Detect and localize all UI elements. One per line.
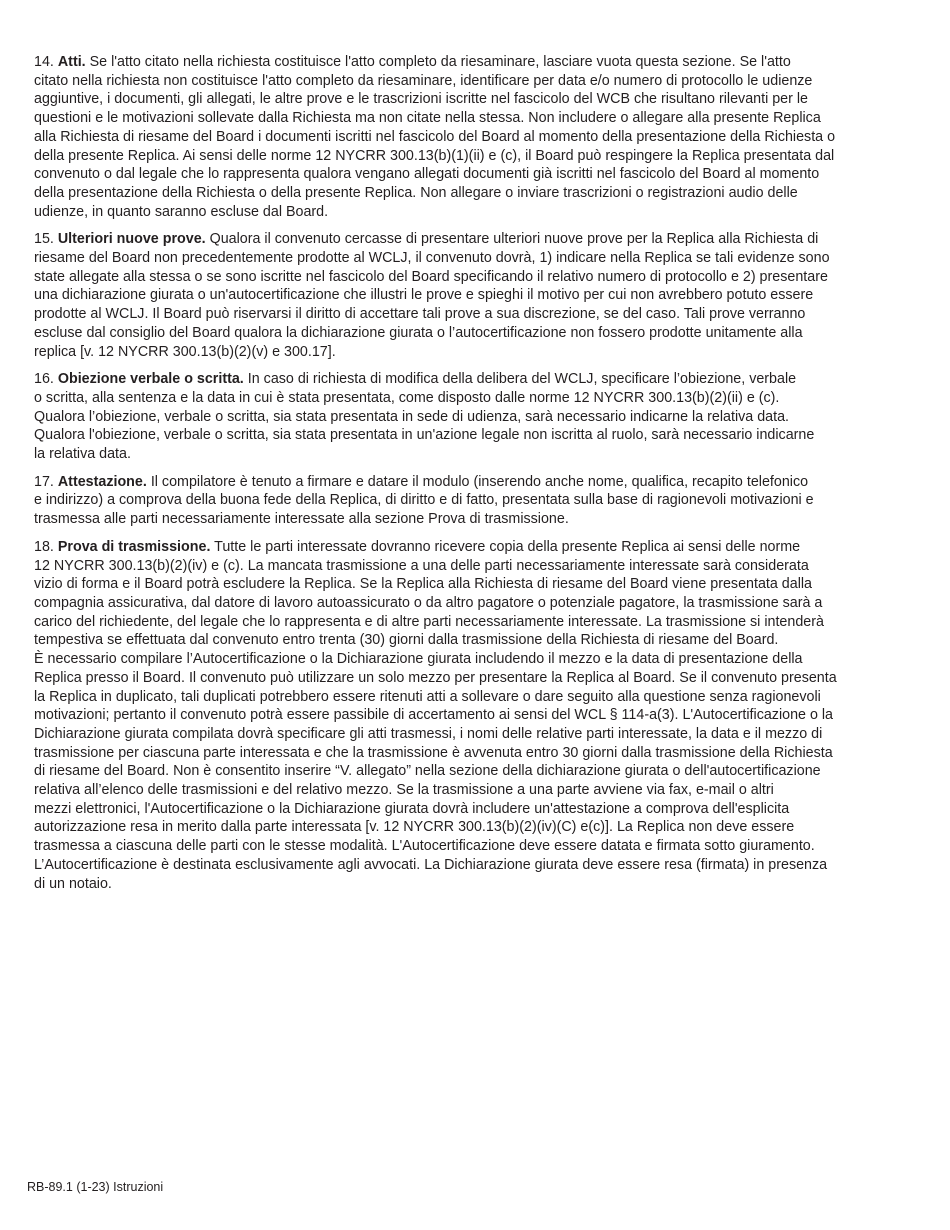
section-heading: Obiezione verbale o scritta. (57, 371, 244, 388)
section-17-attestazione (34, 473, 906, 529)
section-number: 14. (34, 54, 54, 70)
section-body: Il compilatore è tenuto a firmare e datare il modulo (inserendo anche nome, qualifica, recapito telefonico e indirizzo) a comprova della buona fede della Replica, di diritto e di fatto, presentata sulla base di ragionevoli motivazioni e trasmessa alle parti necessariamente interessate alla sezione Prova di trasmissione. (34, 473, 814, 528)
section-heading: Attestazione. (57, 473, 147, 490)
section-number: 16. (34, 371, 54, 388)
section-body: Qualora il convenuto cercasse di presentare ulteriori nuove prove per la Replica alla Richiesta di riesame del Board non precedentemente prodotte al WCLJ, il convenuto dovrà, 1) indicare nella Replica se tali evidenze sono state allegate alla stessa o se sono iscritte nel fascicolo del Board specificando il relativo numero di protocollo e 2) presentare una dichiarazione giurata o un'autocertificazione che illustri le prove e spieghi il motivo per cui non avrebbero potuto essere prodotte al WCLJ. Il Board può riservarsi il diritto di accettare tali prove a sua discrezione, se del caso. Tali prove verranno escluse dal consiglio del Board qualora la dichiarazione giurata o l’autocertificazione non fossero prodotte unitamente alla replica [v. 12 NYCRR 300.13(b)(2)(v) e 300.17]. (34, 231, 830, 360)
section-body: Tutte le parti interessate dovranno ricevere copia della presente Replica ai sensi delle norme 12 NYCRR 300.13(b)(2)(iv) e (c). La mancata trasmissione a una delle parti necessariamente interessate sarà considerata vizio di forma e il Board potrà escludere la Replica. Se la Replica alla Richiesta di riesame del Board viene presentata dalla compagnia assicurativa, dal datore di lavoro autoassicurato o da altro pagatore o potenziale pagatore, la trasmissione sarà a carico del richiedente, del legale che lo rappresenta e di altre parti necessariamente interessate. La trasmissione si intenderà tempestiva se effettuata dal convenuto entro trenta (30) giorni dalla trasmissione della Richiesta di riesame del Board. È necessario compilare l’Autocertificazione o la Dichiarazione giurata includendo il mezzo e la data di presentazione della Replica presso il Board. Il convenuto può utilizzare un solo mezzo per presentare la Replica al Board. Se il convenuto presenta la Replica in duplicato, tali duplicati potrebbero essere ritenuti atti a sollevare o dare seguito alla questione senza ragionevoli motivazioni; pertanto il convenuto potrà essere passibile di accertamento ai sensi del WCL § 114-a(3). L'Autocertificazione o la Dichiarazione giurata compilata dovrà specificare gli atti trasmessi, i nomi delle relative parti interessate, la data e il mezzo di trasmissione per ciascuna parte interessata e che la trasmissione è avvenuta entro 30 giorni dalla trasmissione della Richiesta di riesame del Board. Non è consentito inserire “V. allegato” nella sezione della dichiarazione giurata o dell'autocertificazione relativa all’elenco delle trasmissioni e del relativo mezzo. Se la trasmissione a una parte avviene via fax, e-mail o altri mezzi elettronici, l'Autocertificazione o la Dichiarazione giurata dovrà includere un'attestazione a comprova dell'esplicita autorizzazione resa in merito dalla parte interessata [v. 12 NYCRR 300.13(b)(2)(iv)(C) e(c)]. La Replica non deve essere trasmessa a ciascuna delle parti con le stesse modalità. L'Autocertificazione deve essere datata e firmata sotto giuramento. L’Autocertificazione è destinata esclusivamente agli avvocati. La Dichiarazione giurata deve essere resa (firmata) in presenza di un notaio. (34, 538, 837, 892)
section-heading: Prova di trasmissione. (57, 538, 211, 555)
section-14-atti (34, 53, 906, 221)
section-16-obiezione (34, 370, 906, 464)
section-number: 15. (34, 231, 54, 248)
instructions-body (34, 53, 906, 902)
section-heading: Ulteriori nuove prove. (57, 231, 206, 248)
section-body: Se l'atto citato nella richiesta costituisce l'atto completo da riesaminare, lasciare vuota questa sezione. Se l'atto citato nella richiesta non costituisce l'atto completo da riesaminare, identificare per data e/o numero di protocollo le udienze aggiuntive, i documenti, gli allegati, le altre prove e le trascrizioni iscritte nel fascicolo del WCB che risultano rilevanti per le questioni e le motivazioni sollevate dalla Richiesta ma non citate nella stessa. Non includere o allegare alla presente Replica alla Richiesta di riesame del Board i documenti iscritti nel fascicolo del Board al momento della presentazione della Richiesta o della presente Replica. Ai sensi delle norme 12 NYCRR 300.13(b)(1)(ii) e (c), il Board può respingere la Replica presentata dal convenuto o dal legale che lo rappresenta qualora vengano allegati documenti già iscritti nel fascicolo del Board al momento della presentazione della Richiesta o della presente Replica. Non allegare o inviare trascrizioni o registrazioni audio delle udienze, in quanto saranno escluse dal Board. (34, 54, 836, 220)
section-heading: Atti. (57, 54, 86, 70)
section-number: 18. (34, 538, 54, 555)
section-15-ulteriori-nuove-prove (34, 230, 906, 361)
form-footer-id: RB-89.1 (1-23) Istruzioni (27, 1180, 164, 1194)
section-18-prova-di-trasmissione (34, 538, 906, 893)
section-number: 17. (34, 473, 54, 490)
section-body: In caso di richiesta di modifica della delibera del WCLJ, specificare l’obiezione, verbale o scritta, alla sentenza e la data in cui è stata presentata, come disposto dalle norme 12 NYCRR 300.13(b)(2)(ii) e (c). Qualora l’obiezione, verbale o scritta, sia stata presentata in sede di udienza, sarà necessario indicarne la relativa data. Qualora l'obiezione, verbale o scritta, sia stata presentata in un'azione legale non iscritta al ruolo, sarà necessario indicarne la relativa data. (34, 371, 815, 463)
